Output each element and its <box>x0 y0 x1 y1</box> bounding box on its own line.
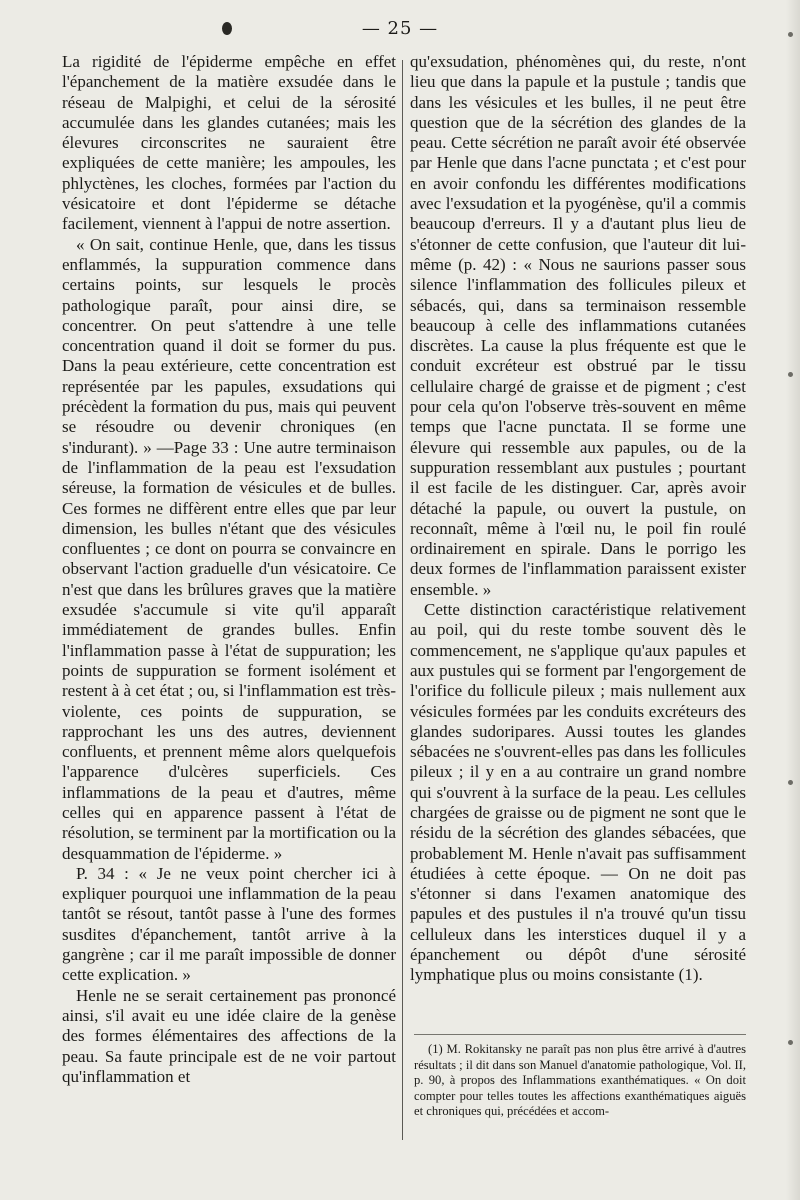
paragraph: « On sait, continue Henle, que, dans les tissus enflammés, la suppuration commence dans certains points, sur lesquels le procès pathologique paraît, pour ainsi dire, se concentrer. On peut s'attendre à une telle concentration quand il doit se former du pus. Dans la peau extérieure, cette concentration est représentée par les papules, exsudations qui précèdent la formation du pus, mais qui peuvent se résoudre ou devenir chroniques (en s'indurant). » —Page 33 : Une autre terminaison de l'inflammation de la peau est l'exsudation séreuse, la formation de vésicules et de bulles. Ces formes ne diffèrent entre elles que par leur dimension, les bulles n'étant que des vésicules confluentes ; ce dont on pourra se convaincre en observant l'action graduelle d'un vésicatoire. Ce n'est que dans les brûlures graves que la matière exsudée s'accumule si vite qu'il apparaît immédiatement de grandes bulles. Enfin l'inflammation passe à l'état de suppuration; les points de suppuration se forment isolément et restent à à cet état ; ou, si l'inflammation est très-violente, ces points de suppuration, se rapprochant les uns des autres, deviennent confluents, et prennent même alors quelquefois l'apparence d'ulcères superficiels. Ces inflammations de la peau et d'autres, même celles qui en apparence passent à l'état de résolution, se terminent par la mortification ou la desquammation de l'épiderme. » <box>62 234 396 863</box>
edge-mark <box>788 372 793 377</box>
footnote-text: (1) M. Rokitansky ne paraît pas non plus être arrivé à d'autres résultats ; il dit dans son Manuel d'anatomie pathologique, Vol. II, p. 90, à propos des Inflammations exanthématiques. « On doit compter pour telles toutes les affections exanthématiques aiguës et chroniques qui, précédées et accom- <box>414 1042 746 1118</box>
page-edge <box>786 0 800 1200</box>
footnote-separator <box>414 1034 746 1035</box>
edge-mark <box>788 1040 793 1045</box>
footnote <box>414 1042 746 1120</box>
column-divider <box>402 60 403 1140</box>
paragraph: La rigidité de l'épiderme empêche en effet l'épanchement de la matière exsudée dans le réseau de Malpighi, et celui de la sérosité accumulée dans les glandes cutanées; mais les élevures circonscrites ne sauraient être expliquées de cette manière; les ampoules, les phlyctènes, les cloches, formées par l'action du vésicatoire et dont l'épiderme se détache facilement, viennent à l'appui de notre assertion. <box>62 52 396 234</box>
paragraph: Henle ne se serait certainement pas prononcé ainsi, s'il avait eu une idée claire de la genèse des formes élémentaires des affections de la peau. Sa faute principale est de ne voir partout qu'inflammation et <box>62 985 396 1086</box>
edge-mark <box>788 32 793 37</box>
page-number: — 25 — <box>361 18 439 39</box>
left-column <box>62 52 396 1087</box>
right-column <box>410 52 746 986</box>
paragraph: P. 34 : « Je ne veux point chercher ici à expliquer pourquoi une inflammation de la peau tantôt se résout, tantôt passe à l'une des formes susdites d'épanchement, tantôt arrive à la gangrène ; car il me paraît impossible de donner cette explication. » <box>62 863 396 985</box>
paragraph: qu'exsudation, phénomènes qui, du reste, n'ont lieu que dans la papule et la pustule ; tandis que dans les vésicules et les bulles, il ne peut être question que de la sécrétion des glandes de la peau. Cette sécrétion ne paraît avoir été observée par Henle que dans l'acne punctata ; et c'est pour en avoir confondu les différentes modifications avec l'exsudation et la pyogénèse, qu'il a commis beaucoup d'erreurs. Il y a d'autant plus lieu de s'étonner de cette confusion, que l'auteur dit lui-même (p. 42) : « Nous ne saurions passer sous silence l'inflammation des follicules pileux et sébacés, qui, dans sa terminaison ressemble beaucoup à celle des inflammations cutanées discrètes. La cause la plus fréquente est que le conduit excréteur est obstrué par le tissu cellulaire chargé de graisse et de pigment ; c'est pour cela qu'on l'observe très-souvent en même temps que l'acne punctata. Il se forme une élevure qui ressemble aux papules, ou de la suppuration ressemblant aux pustules ; pourtant il est facile de les distinguer. Car, après avoir détaché la papule, ou ouvert la pustule, on reconnaît, même à l'œil nu, le poil fin roulé ordinairement en spirale. Dans le porrigo les deux formes de l'inflammation paraissent exister ensemble. » <box>410 52 746 599</box>
paragraph: Cette distinction caractéristique relativement au poil, qui du reste tombe souvent dès le commencement, ne s'applique qu'aux papules et aux pustules qui se forment par l'engorgement de l'orifice du follicule pileux ; mais nullement aux vésicules formées par les conduits excréteurs des glandes sudoripares. Aussi toutes les glandes sébacées ne s'ouvrent-elles pas dans les follicules pileux ; il y en a au contraire un grand nombre qui s'ouvrent à la surface de la peau. Les cellules chargées de graisse ou de pigment ne sont que le résidu de la sécrétion des glandes sébacées, que probablement M. Henle n'avait pas suffisamment étudiées à cette époque. — On ne doit pas s'étonner si dans l'examen anatomique des papules et des pustules il n'a trouvé qu'un tissu celluleux dans les interstices duquel il y a épanchement ou dépôt d'une sérosité lymphatique plus ou moins consistante (1). <box>410 600 746 985</box>
edge-mark <box>788 780 793 785</box>
